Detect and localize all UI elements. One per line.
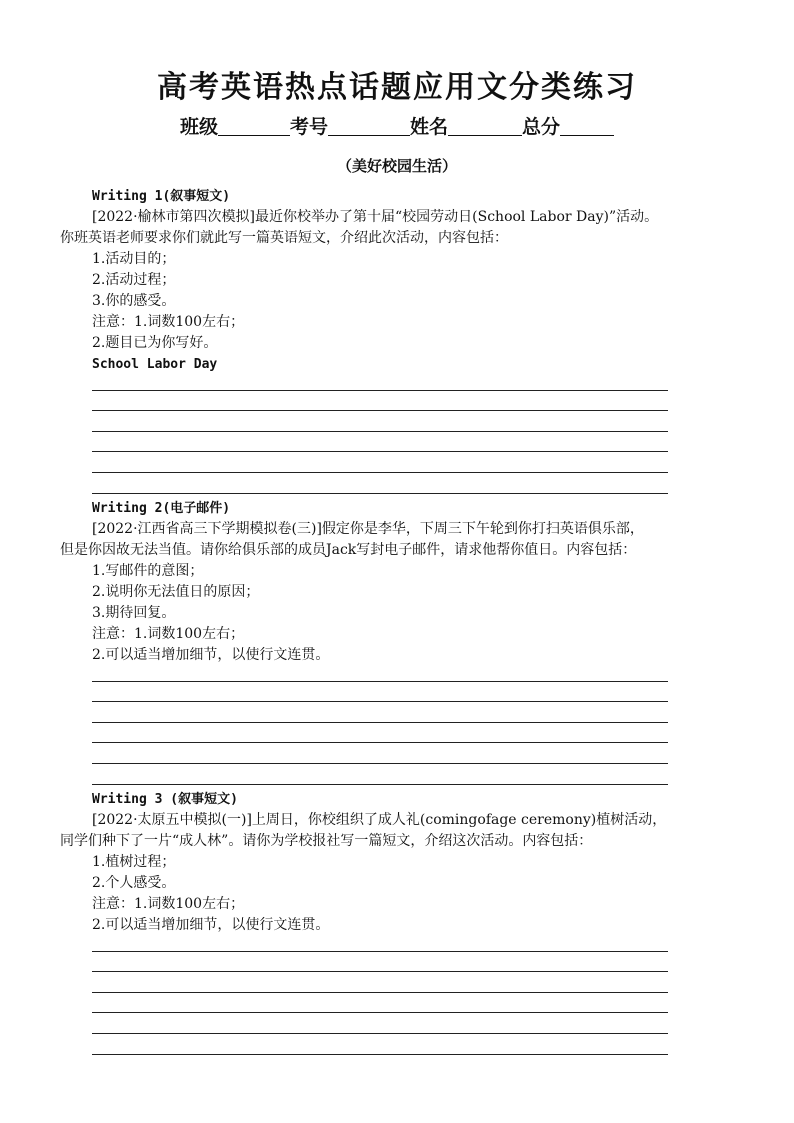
section-subtitle: （美好校园生活） bbox=[336, 157, 457, 175]
writing3-heading: Writing 3 (叙事短文) bbox=[92, 792, 238, 807]
writing1-answer-area[interactable] bbox=[92, 370, 668, 494]
answer-line[interactable] bbox=[92, 931, 668, 952]
name-blank[interactable] bbox=[448, 115, 522, 136]
writing1-prompt-line1: [2022·榆林市第四次模拟]最近你校举办了第十届“校园劳动日(School Labor Day)”活动。 bbox=[92, 209, 659, 225]
writing1-note2: 2.题目已为你写好。 bbox=[92, 335, 218, 351]
answer-line[interactable] bbox=[92, 391, 668, 412]
answer-line[interactable] bbox=[92, 702, 668, 723]
writing2-item: 2.说明你无法值日的原因； bbox=[92, 584, 260, 600]
writing2-note1: 注意：1.词数100左右； bbox=[92, 626, 245, 642]
writing1-section bbox=[60, 186, 760, 375]
writing2-section bbox=[60, 498, 760, 666]
score-blank[interactable] bbox=[560, 115, 614, 136]
answer-line[interactable] bbox=[92, 432, 668, 453]
answer-line[interactable] bbox=[92, 473, 668, 494]
writing2-item: 1.写邮件的意图； bbox=[92, 563, 204, 579]
writing2-prompt-line2: 但是你因故无法当值。请你给俱乐部的成员Jack写封电子邮件，请求他帮你值日。内容包括： bbox=[60, 542, 637, 558]
answer-line[interactable] bbox=[92, 1013, 668, 1034]
writing2-note2: 2.可以适当增加细节，以使行文连贯。 bbox=[92, 647, 330, 663]
writing1-item: 2.活动过程； bbox=[92, 272, 176, 288]
answer-line[interactable] bbox=[92, 411, 668, 432]
writing3-item: 1.植树过程； bbox=[92, 854, 176, 870]
answer-line[interactable] bbox=[92, 1034, 668, 1055]
writing3-prompt-line1: [2022·太原五中模拟(一)]上周日，你校组织了成人礼(comingofage ceremony)植树活动， bbox=[92, 812, 667, 828]
writing1-note1: 注意：1.词数100左右； bbox=[92, 314, 245, 330]
class-blank[interactable] bbox=[218, 115, 290, 136]
writing1-heading: Writing 1(叙事短文) bbox=[92, 189, 231, 204]
number-blank[interactable] bbox=[328, 115, 410, 136]
name-label: 姓名 bbox=[410, 116, 449, 138]
number-label: 考号 bbox=[289, 116, 328, 138]
writing3-section bbox=[60, 789, 760, 936]
writing1-prompt-line2: 你班英语老师要求你们就此写一篇英语短文，介绍此次活动，内容包括： bbox=[60, 230, 508, 246]
writing3-item: 2.个人感受。 bbox=[92, 875, 176, 891]
answer-line[interactable] bbox=[92, 993, 668, 1014]
answer-line[interactable] bbox=[92, 370, 668, 391]
student-info-row bbox=[0, 112, 794, 139]
writing2-item: 3.期待回复。 bbox=[92, 605, 176, 621]
answer-line[interactable] bbox=[92, 682, 668, 703]
writing1-item: 3.你的感受。 bbox=[92, 293, 176, 309]
page-title: 高考英语热点话题应用文分类练习 bbox=[157, 70, 637, 105]
answer-line[interactable] bbox=[92, 764, 668, 785]
writing3-note2: 2.可以适当增加细节，以使行文连贯。 bbox=[92, 917, 330, 933]
writing2-heading: Writing 2(电子邮件) bbox=[92, 501, 231, 516]
writing1-given-title: School Labor Day bbox=[92, 357, 218, 372]
score-label: 总分 bbox=[522, 116, 561, 138]
answer-line[interactable] bbox=[92, 452, 668, 473]
answer-line[interactable] bbox=[92, 972, 668, 993]
writing1-item: 1.活动目的； bbox=[92, 251, 176, 267]
answer-line[interactable] bbox=[92, 743, 668, 764]
writing2-answer-area[interactable] bbox=[92, 661, 668, 785]
writing3-answer-area[interactable] bbox=[92, 931, 668, 1055]
class-label: 班级 bbox=[179, 116, 218, 138]
answer-line[interactable] bbox=[92, 723, 668, 744]
answer-line[interactable] bbox=[92, 661, 668, 682]
writing2-prompt-line1: [2022·江西省高三下学期模拟卷(三)]假定你是李华，下周三下午轮到你打扫英语俱乐部， bbox=[92, 521, 644, 537]
answer-line[interactable] bbox=[92, 952, 668, 973]
writing3-prompt-line2: 同学们种下了一片“成人林”。请你为学校报社写一篇短文，介绍这次活动。内容包括： bbox=[60, 833, 593, 849]
writing3-note1: 注意：1.词数100左右； bbox=[92, 896, 245, 912]
